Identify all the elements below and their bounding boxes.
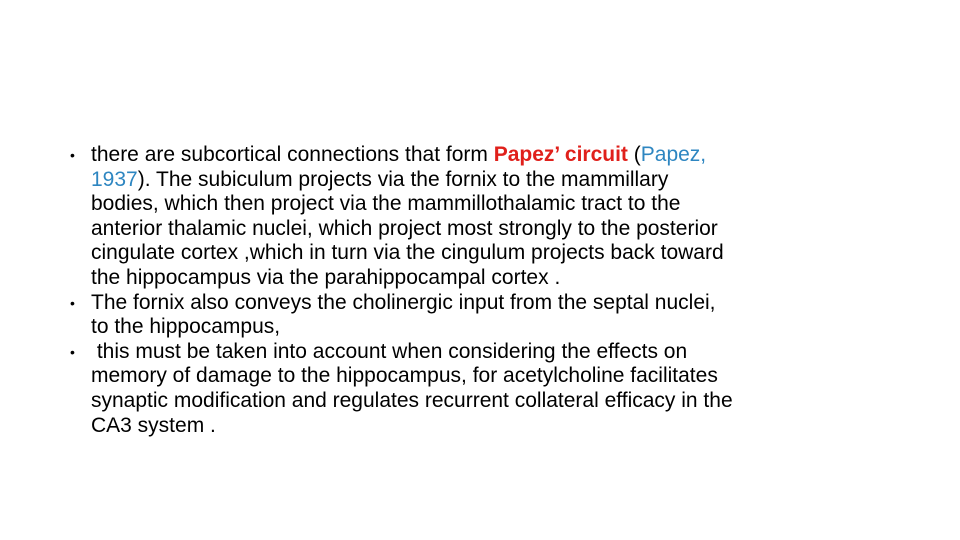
bullet1-line-3: bodies, which then project via the mammillothalamic tract to the	[91, 192, 681, 216]
bullet-list	[70, 143, 910, 438]
bullet1-line-5: cingulate cortex ,which in turn via the cingulum projects back toward	[91, 241, 724, 265]
bullet-item-acetylcholine	[70, 340, 910, 438]
bullet1-line-1	[91, 143, 910, 168]
bullet-item-papez-circuit	[70, 143, 910, 291]
bullet3-line-4: CA3 system .	[91, 413, 216, 437]
bullet3-line-2: memory of damage to the hippocampus, for acetylcholine facilitates	[91, 364, 718, 388]
papez-circuit-highlight: Papez’ circuit	[493, 143, 628, 166]
bullet2-line-2: to the hippocampus,	[91, 315, 281, 339]
bullet-dot-icon: •	[70, 294, 75, 311]
bullet-dot-icon: •	[70, 147, 75, 163]
bullet1-line-4: anterior thalamic nuclei, which project most strongly to the posterior	[91, 216, 718, 240]
bullet1-text-start: there are subcortical connections that form	[91, 143, 494, 166]
bullet2-line-1: The fornix also conveys the cholinergic input from the septal nuclei,	[91, 290, 716, 314]
bullet1-paren-open: (	[627, 143, 641, 166]
bullet3-line-1: this must be taken into account when considering the effects on	[91, 339, 688, 363]
bullet1-line-2	[91, 168, 910, 193]
bullet-item-fornix	[70, 291, 910, 340]
bullet1-line-2-text: ). The subiculum projects via the fornix to the mammillary	[137, 167, 669, 191]
bullet1-line-6: the hippocampus via the parahippocampal cortex .	[91, 265, 561, 289]
citation-author: Papez,	[640, 143, 707, 166]
citation-year: 1937	[91, 167, 138, 191]
bullet3-line-3: synaptic modification and regulates recurrent collateral efficacy in the	[91, 388, 733, 412]
bullet-dot-icon: •	[70, 343, 75, 360]
